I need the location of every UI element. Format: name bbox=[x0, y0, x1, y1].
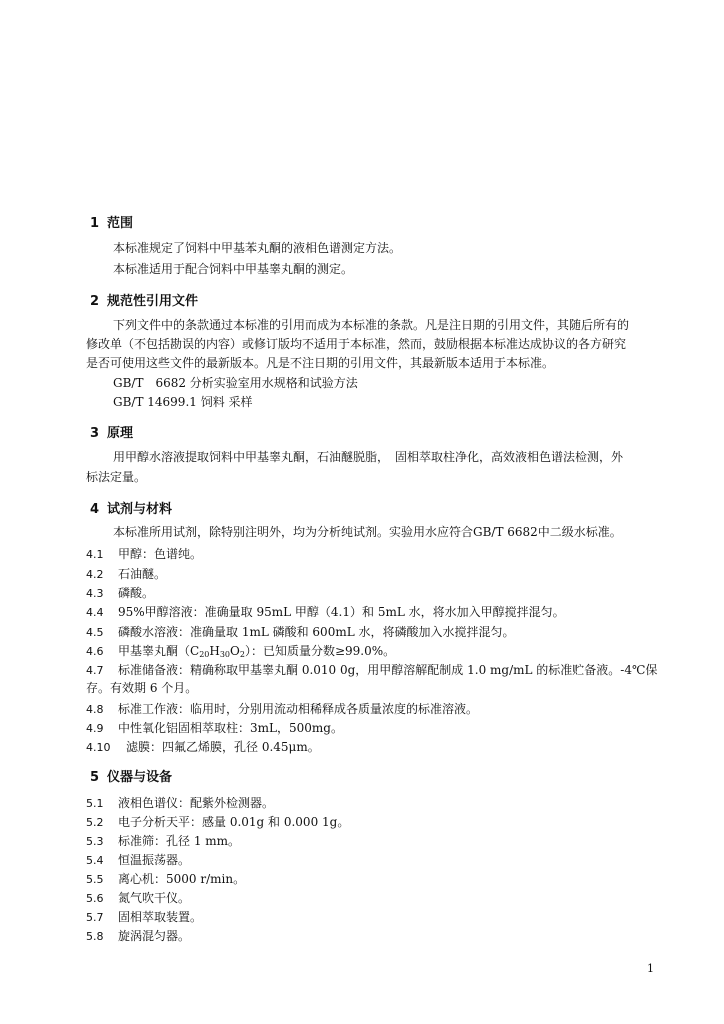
list-item: 5.8 旋涡混匀器。 bbox=[86, 929, 191, 943]
reference-item: GB/T 6682 分析实验室用水规格和试验方法 bbox=[113, 376, 358, 390]
list-item: 4.7 标准储备液：精确称取甲基睾丸酮 0.010 0g，用甲醇溶解配制成 1.0 mg/mL 的标准贮备液。-4℃保 bbox=[86, 663, 658, 677]
section-heading-apparatus: 5 仪器与设备 bbox=[90, 770, 173, 785]
list-item: 5.2 电子分析天平：感量 0.01g 和 0.000 1g。 bbox=[86, 815, 350, 829]
list-item-continuation: 存。有效期 6 个月。 bbox=[86, 681, 198, 695]
paragraph: 本标准规定了饲料中甲基苯丸酮的液相色谱测定方法。 bbox=[113, 241, 402, 255]
section-heading-normative-references: 2 规范性引用文件 bbox=[90, 294, 199, 309]
reference-item: GB/T 14699.1 饲料 采样 bbox=[113, 395, 253, 409]
list-item: 4.1 甲醇：色谱纯。 bbox=[86, 547, 203, 561]
section-heading-reagents: 4 试剂与材料 bbox=[90, 502, 173, 517]
section-heading-scope: 1 范围 bbox=[90, 216, 134, 231]
list-item: 4.3 磷酸。 bbox=[86, 586, 155, 600]
list-item: 4.6 甲基睾丸酮$(C_{20}H_{30}O_2)$：已知质量分数≥99.0%。 bbox=[86, 644, 396, 659]
paragraph: 用甲醇水溶液提取饲料中甲基睾丸酮，石油醚脱脂， 固相萃取柱净化，高效液相色谱法检测，外 bbox=[113, 450, 624, 464]
list-item: 4.4 95%甲醇溶液：准确量取 95mL 甲醇（4.1）和 5mL 水，将水加入甲醇搅拌混匀。 bbox=[86, 605, 565, 619]
list-item: 4.2 石油醚。 bbox=[86, 567, 167, 581]
paragraph: 本标准所用试剂，除特别注明外，均为分析纯试剂。实验用水应符合GB/T 6682中二级水标准。 bbox=[113, 525, 622, 539]
paragraph: 本标准适用于配合饲料中甲基睾丸酮的测定。 bbox=[113, 262, 354, 276]
paragraph: 标法定量。 bbox=[86, 470, 147, 484]
list-item: 5.3 标准筛：孔径 1 mm。 bbox=[86, 834, 241, 848]
page-number: 1 bbox=[647, 962, 654, 975]
paragraph: 下列文件中的条款通过本标准的引用而成为本标准的条款。凡是注日期的引用文件，其随后所有的 bbox=[113, 318, 630, 332]
list-item: 4.10 滤膜：四氟乙烯膜，孔径 0.45μm。 bbox=[86, 740, 320, 754]
list-item: 4.8 标准工作液：临用时，分别用流动相稀释成各质量浓度的标准溶液。 bbox=[86, 702, 479, 716]
list-item: 4.5 磷酸水溶液：准确量取 1mL 磷酸和 600mL 水，将磷酸加入水搅拌混匀。 bbox=[86, 625, 515, 639]
section-heading-principle: 3 原理 bbox=[90, 426, 134, 441]
list-item: 4.9 中性氧化铝固相萃取柱：3mL，500mg。 bbox=[86, 721, 343, 735]
list-item: 5.7 固相萃取装置。 bbox=[86, 910, 203, 924]
list-item: 5.1 液相色谱仪：配紫外检测器。 bbox=[86, 796, 275, 810]
list-item: 5.6 氮气吹干仪。 bbox=[86, 891, 191, 905]
list-item: 5.4 恒温振荡器。 bbox=[86, 853, 191, 867]
paragraph: 修改单（不包括勘误的内容）或修订版均不适用于本标准，然而，鼓励根据本标准达成协议的各方研究 bbox=[86, 337, 627, 351]
paragraph: 是否可使用这些文件的最新版本。凡是不注日期的引用文件，其最新版本适用于本标准。 bbox=[86, 356, 555, 370]
list-item: 5.5 离心机：5000 r/min。 bbox=[86, 872, 246, 886]
